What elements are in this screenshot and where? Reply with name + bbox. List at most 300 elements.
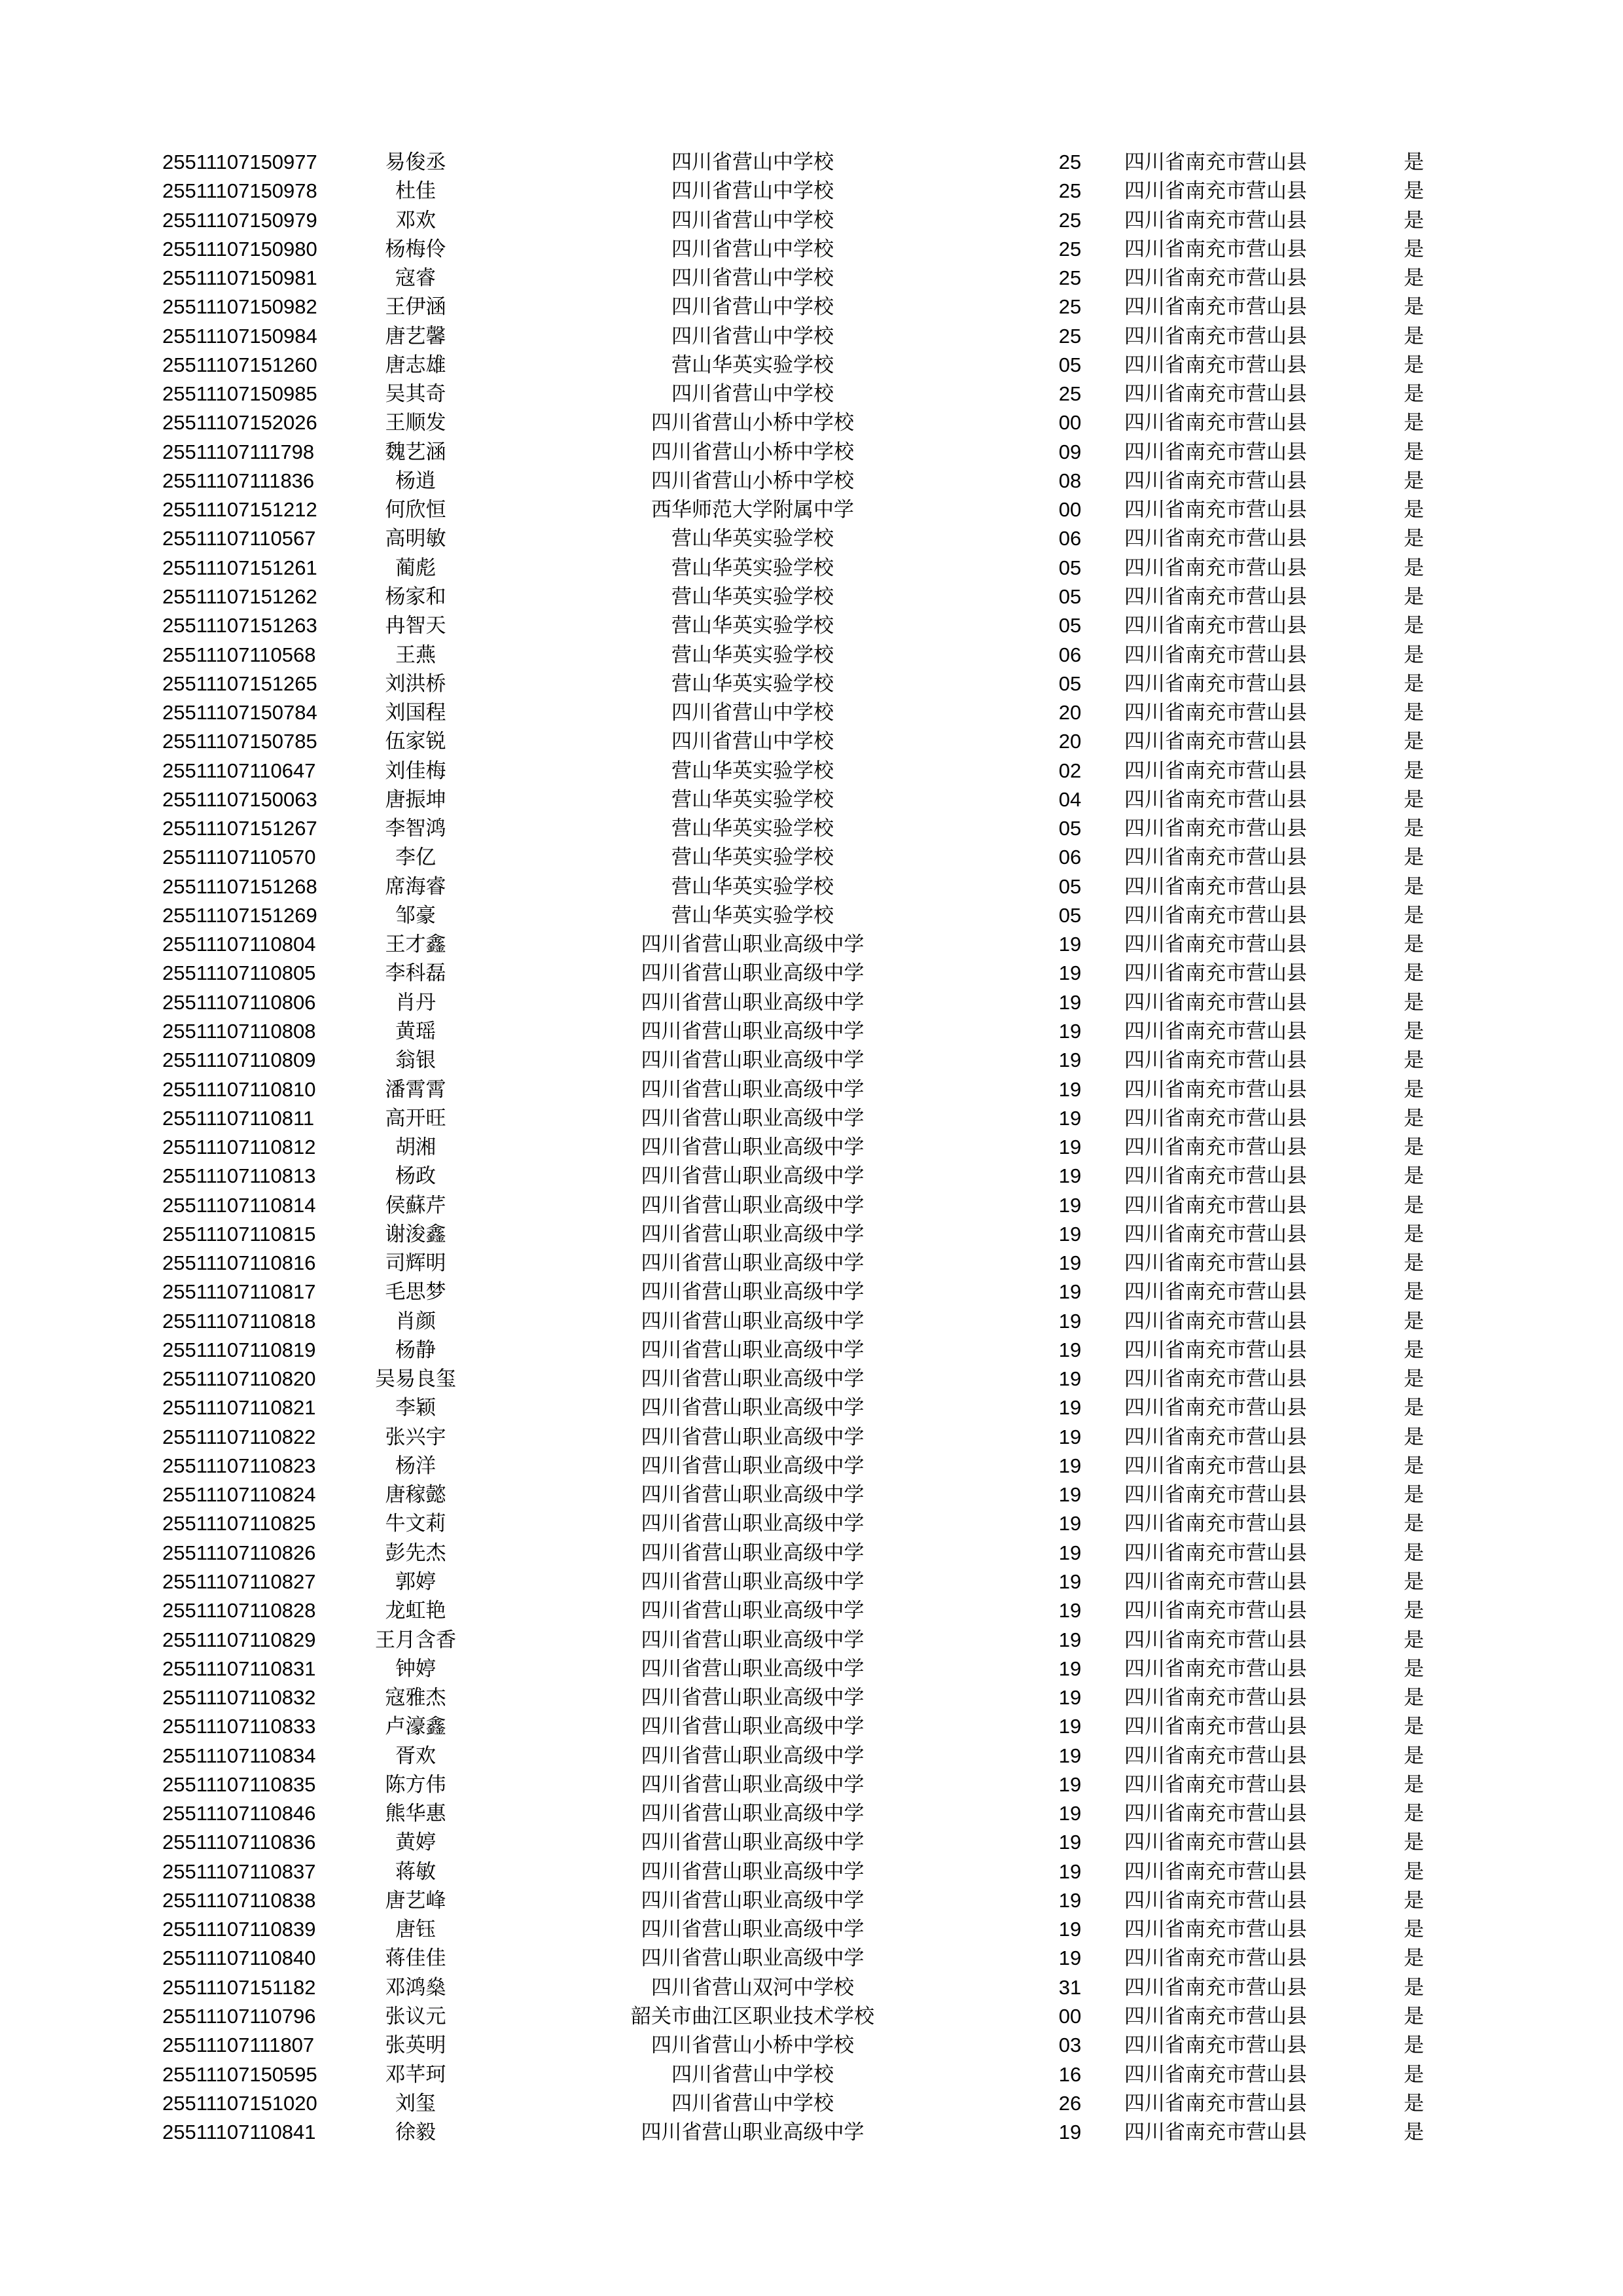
table-row bbox=[0, 1133, 1623, 1162]
student-id-cell: 25511107150595 bbox=[162, 2062, 317, 2086]
student-id-cell: 25511107110834 bbox=[162, 1744, 316, 1767]
class-code-cell: 02 bbox=[1058, 759, 1082, 782]
table-row bbox=[0, 757, 1623, 785]
student-name-cell: 刘国程 bbox=[385, 701, 446, 725]
status-flag-cell: 是 bbox=[1404, 1831, 1424, 1855]
class-code-cell: 05 bbox=[1058, 556, 1082, 579]
location-cell: 四川省南充市营山县 bbox=[1124, 1164, 1307, 1189]
location-cell: 四川省南充市营山县 bbox=[1124, 1309, 1307, 1333]
table-row bbox=[0, 611, 1623, 640]
class-code-cell: 19 bbox=[1058, 1222, 1082, 1246]
status-flag-cell: 是 bbox=[1404, 1106, 1424, 1130]
table-row bbox=[0, 583, 1623, 611]
school-name-cell: 四川省营山职业高级中学 bbox=[641, 1251, 865, 1276]
class-code-cell: 06 bbox=[1058, 527, 1082, 550]
table-row bbox=[0, 1191, 1623, 1220]
student-name-cell: 蒋佳佳 bbox=[385, 1946, 446, 1971]
location-cell: 四川省南充市营山县 bbox=[1124, 1946, 1307, 1971]
class-code-cell: 31 bbox=[1058, 1975, 1082, 1999]
table-row bbox=[0, 177, 1623, 206]
status-flag-cell: 是 bbox=[1404, 1222, 1424, 1246]
school-name-cell: 四川省营山中学校 bbox=[671, 701, 834, 725]
table-row bbox=[0, 1596, 1623, 1625]
location-cell: 四川省南充市营山县 bbox=[1124, 846, 1307, 870]
class-code-cell: 00 bbox=[1058, 411, 1082, 435]
class-code-cell: 05 bbox=[1058, 353, 1082, 376]
student-id-cell: 25511107151267 bbox=[162, 817, 317, 840]
school-name-cell: 四川省营山中学校 bbox=[671, 730, 834, 754]
student-name-cell: 冉智天 bbox=[385, 614, 446, 638]
student-name-cell: 翁银 bbox=[395, 1049, 436, 1073]
status-flag-cell: 是 bbox=[1404, 1918, 1424, 1942]
school-name-cell: 四川省营山职业高级中学 bbox=[641, 1512, 865, 1536]
table-row bbox=[0, 1539, 1623, 1568]
status-flag-cell: 是 bbox=[1404, 2121, 1424, 2145]
class-code-cell: 25 bbox=[1058, 151, 1082, 173]
status-flag-cell: 是 bbox=[1404, 1570, 1424, 1594]
status-flag-cell: 是 bbox=[1404, 1541, 1424, 1565]
class-code-cell: 04 bbox=[1058, 787, 1082, 811]
student-name-cell: 张议元 bbox=[385, 2005, 446, 2028]
student-id-cell: 25511107151020 bbox=[162, 2091, 317, 2115]
student-id-cell: 25511107150979 bbox=[162, 208, 317, 232]
location-cell: 四川省南充市营山县 bbox=[1124, 1367, 1307, 1391]
status-flag-cell: 是 bbox=[1404, 1338, 1424, 1362]
location-cell: 四川省南充市营山县 bbox=[1124, 730, 1307, 754]
location-cell: 四川省南充市营山县 bbox=[1124, 382, 1307, 406]
table-row bbox=[0, 1568, 1623, 1596]
class-code-cell: 19 bbox=[1058, 1280, 1082, 1304]
class-code-cell: 19 bbox=[1058, 1657, 1082, 1680]
class-code-cell: 25 bbox=[1058, 208, 1082, 232]
student-id-cell: 25511107110815 bbox=[162, 1222, 316, 1246]
school-name-cell: 四川省营山职业高级中学 bbox=[641, 1077, 865, 1102]
table-row bbox=[0, 1075, 1623, 1104]
student-id-cell: 25511107150985 bbox=[162, 382, 317, 406]
status-flag-cell: 是 bbox=[1404, 208, 1424, 232]
class-code-cell: 19 bbox=[1058, 1599, 1082, 1623]
table-row bbox=[0, 641, 1623, 670]
student-name-cell: 龙虹艳 bbox=[385, 1599, 446, 1623]
class-code-cell: 19 bbox=[1058, 1946, 1082, 1970]
student-id-cell: 25511107151262 bbox=[162, 584, 317, 608]
table-row bbox=[0, 1857, 1623, 1886]
student-name-cell: 唐稼懿 bbox=[385, 1483, 446, 1507]
student-name-cell: 伍家锐 bbox=[385, 730, 446, 754]
location-cell: 四川省南充市营山县 bbox=[1124, 1859, 1307, 1884]
class-code-cell: 06 bbox=[1058, 846, 1082, 869]
table-row bbox=[0, 988, 1623, 1017]
student-id-cell: 25511107111798 bbox=[162, 440, 315, 463]
class-code-cell: 19 bbox=[1058, 1309, 1082, 1333]
student-id-cell: 25511107110846 bbox=[162, 1802, 316, 1825]
location-cell: 四川省南充市营山县 bbox=[1124, 1019, 1307, 1043]
school-name-cell: 四川省营山职业高级中学 bbox=[641, 1831, 865, 1855]
student-name-cell: 肖颜 bbox=[395, 1309, 436, 1333]
school-name-cell: 营山华英实验学校 bbox=[671, 672, 834, 696]
class-code-cell: 19 bbox=[1058, 1715, 1082, 1738]
location-cell: 四川省南充市营山县 bbox=[1124, 179, 1307, 204]
student-id-cell: 25511107151260 bbox=[162, 353, 317, 376]
location-cell: 四川省南充市营山县 bbox=[1124, 1599, 1307, 1623]
student-id-cell: 25511107110813 bbox=[162, 1164, 316, 1188]
table-row bbox=[0, 1393, 1623, 1422]
school-name-cell: 四川省营山小桥中学校 bbox=[651, 2034, 854, 2058]
student-id-cell: 25511107110810 bbox=[162, 1077, 316, 1101]
location-cell: 四川省南充市营山县 bbox=[1124, 787, 1307, 812]
school-name-cell: 四川省营山职业高级中学 bbox=[641, 1946, 865, 1971]
school-name-cell: 营山华英实验学校 bbox=[671, 759, 834, 783]
status-flag-cell: 是 bbox=[1404, 1019, 1424, 1043]
school-name-cell: 四川省营山职业高级中学 bbox=[641, 933, 865, 957]
location-cell: 四川省南充市营山县 bbox=[1124, 1222, 1307, 1246]
location-cell: 四川省南充市营山县 bbox=[1124, 208, 1307, 232]
table-row bbox=[0, 380, 1623, 408]
status-flag-cell: 是 bbox=[1404, 759, 1424, 783]
student-id-cell: 25511107110832 bbox=[162, 1686, 316, 1710]
school-name-cell: 西华师范大学附属中学 bbox=[651, 498, 854, 522]
table-row bbox=[0, 1423, 1623, 1452]
school-name-cell: 四川省营山职业高级中学 bbox=[641, 1164, 865, 1189]
table-row bbox=[0, 1655, 1623, 1683]
location-cell: 四川省南充市营山县 bbox=[1124, 1657, 1307, 1681]
school-name-cell: 四川省营山中学校 bbox=[671, 179, 834, 204]
status-flag-cell: 是 bbox=[1404, 469, 1424, 493]
student-id-cell: 25511107111807 bbox=[162, 2034, 315, 2057]
school-name-cell: 四川省营山小桥中学校 bbox=[651, 440, 854, 464]
table-row bbox=[0, 554, 1623, 583]
student-id-cell: 25511107150063 bbox=[162, 787, 317, 811]
student-name-cell: 杨静 bbox=[395, 1338, 436, 1362]
student-id-cell: 25511107110568 bbox=[162, 643, 316, 666]
status-flag-cell: 是 bbox=[1404, 1077, 1424, 1102]
status-flag-cell: 是 bbox=[1404, 1686, 1424, 1710]
class-code-cell: 06 bbox=[1058, 643, 1082, 666]
location-cell: 四川省南充市营山县 bbox=[1124, 1049, 1307, 1073]
student-id-cell: 25511107110647 bbox=[162, 759, 316, 782]
student-id-cell: 25511107110820 bbox=[162, 1367, 316, 1391]
student-id-cell: 25511107111836 bbox=[162, 469, 315, 492]
table-row bbox=[0, 1944, 1623, 1973]
table-row bbox=[0, 1336, 1623, 1365]
student-name-cell: 张兴宇 bbox=[385, 1425, 446, 1449]
location-cell: 四川省南充市营山县 bbox=[1124, 411, 1307, 435]
school-name-cell: 四川省营山中学校 bbox=[671, 2062, 834, 2087]
school-name-cell: 营山华英实验学校 bbox=[671, 874, 834, 899]
class-code-cell: 05 bbox=[1058, 672, 1082, 695]
student-id-cell: 25511107110825 bbox=[162, 1512, 316, 1535]
student-name-cell: 彭先杰 bbox=[385, 1541, 446, 1565]
status-flag-cell: 是 bbox=[1404, 584, 1424, 609]
table-row bbox=[0, 930, 1623, 959]
student-id-cell: 25511107110822 bbox=[162, 1425, 316, 1448]
table-row bbox=[0, 206, 1623, 235]
school-name-cell: 四川省营山职业高级中学 bbox=[641, 1338, 865, 1362]
status-flag-cell: 是 bbox=[1404, 1309, 1424, 1333]
student-id-cell: 25511107150978 bbox=[162, 179, 317, 203]
location-cell: 四川省南充市营山县 bbox=[1124, 295, 1307, 319]
status-flag-cell: 是 bbox=[1404, 1772, 1424, 1797]
student-name-cell: 黄瑶 bbox=[395, 1019, 436, 1043]
table-row bbox=[0, 1162, 1623, 1191]
status-flag-cell: 是 bbox=[1404, 353, 1424, 377]
class-code-cell: 20 bbox=[1058, 730, 1082, 753]
student-id-cell: 25511107150982 bbox=[162, 295, 317, 319]
table-row bbox=[0, 1365, 1623, 1393]
location-cell: 四川省南充市营山县 bbox=[1124, 1831, 1307, 1855]
student-id-cell: 25511107110804 bbox=[162, 933, 316, 956]
class-code-cell: 19 bbox=[1058, 1396, 1082, 1420]
student-name-cell: 刘玺 bbox=[395, 2091, 436, 2115]
status-flag-cell: 是 bbox=[1404, 933, 1424, 957]
school-name-cell: 四川省营山职业高级中学 bbox=[641, 1599, 865, 1623]
student-name-cell: 王伊涵 bbox=[385, 295, 446, 319]
student-name-cell: 邓欢 bbox=[395, 208, 436, 232]
school-name-cell: 营山华英实验学校 bbox=[671, 614, 834, 638]
student-id-cell: 25511107110838 bbox=[162, 1888, 316, 1912]
class-code-cell: 00 bbox=[1058, 498, 1082, 522]
table-row bbox=[0, 843, 1623, 872]
school-name-cell: 四川省营山职业高级中学 bbox=[641, 1019, 865, 1043]
student-id-cell: 25511107150984 bbox=[162, 324, 317, 348]
student-id-cell: 25511107110837 bbox=[162, 1859, 316, 1883]
location-cell: 四川省南充市营山县 bbox=[1124, 1396, 1307, 1420]
table-row bbox=[0, 698, 1623, 727]
status-flag-cell: 是 bbox=[1404, 151, 1424, 174]
table-row bbox=[0, 1104, 1623, 1133]
student-id-cell: 25511107110827 bbox=[162, 1570, 316, 1594]
location-cell: 四川省南充市营山县 bbox=[1124, 903, 1307, 927]
status-flag-cell: 是 bbox=[1404, 643, 1424, 667]
student-id-cell: 25511107110567 bbox=[162, 527, 316, 550]
school-name-cell: 营山华英实验学校 bbox=[671, 643, 834, 667]
student-id-cell: 25511107150785 bbox=[162, 730, 317, 753]
location-cell: 四川省南充市营山县 bbox=[1124, 1541, 1307, 1565]
status-flag-cell: 是 bbox=[1404, 1512, 1424, 1536]
student-id-cell: 25511107110833 bbox=[162, 1715, 316, 1738]
student-name-cell: 唐钰 bbox=[395, 1918, 436, 1942]
location-cell: 四川省南充市营山县 bbox=[1124, 1077, 1307, 1102]
student-name-cell: 高明敏 bbox=[385, 527, 446, 551]
location-cell: 四川省南充市营山县 bbox=[1124, 1888, 1307, 1912]
location-cell: 四川省南充市营山县 bbox=[1124, 614, 1307, 638]
class-code-cell: 19 bbox=[1058, 1019, 1082, 1043]
table-row bbox=[0, 1712, 1623, 1741]
student-name-cell: 李颖 bbox=[395, 1396, 436, 1420]
class-code-cell: 19 bbox=[1058, 1628, 1082, 1651]
table-row bbox=[0, 727, 1623, 756]
class-code-cell: 05 bbox=[1058, 903, 1082, 927]
table-row bbox=[0, 1452, 1623, 1480]
student-id-cell: 25511107110817 bbox=[162, 1280, 316, 1304]
student-name-cell: 唐志雄 bbox=[385, 353, 446, 377]
student-name-cell: 胥欢 bbox=[395, 1744, 436, 1768]
class-code-cell: 19 bbox=[1058, 1338, 1082, 1361]
class-code-cell: 19 bbox=[1058, 1367, 1082, 1391]
status-flag-cell: 是 bbox=[1404, 382, 1424, 406]
student-name-cell: 杨政 bbox=[395, 1164, 436, 1189]
class-code-cell: 09 bbox=[1058, 440, 1082, 463]
class-code-cell: 03 bbox=[1058, 2034, 1082, 2057]
status-flag-cell: 是 bbox=[1404, 787, 1424, 812]
school-name-cell: 韶关市曲江区职业技术学校 bbox=[631, 2005, 874, 2028]
student-id-cell: 25511107151263 bbox=[162, 614, 317, 637]
student-name-cell: 蒋敏 bbox=[395, 1859, 436, 1884]
student-id-cell: 25511107151269 bbox=[162, 903, 317, 927]
student-id-cell: 25511107110841 bbox=[162, 2121, 316, 2144]
status-flag-cell: 是 bbox=[1404, 2005, 1424, 2028]
table-row bbox=[0, 1017, 1623, 1046]
class-code-cell: 25 bbox=[1058, 295, 1082, 319]
class-code-cell: 25 bbox=[1058, 179, 1082, 203]
school-name-cell: 四川省营山职业高级中学 bbox=[641, 1396, 865, 1420]
status-flag-cell: 是 bbox=[1404, 1744, 1424, 1768]
student-name-cell: 席海睿 bbox=[385, 874, 446, 899]
table-row bbox=[0, 2060, 1623, 2089]
table-row bbox=[0, 2031, 1623, 2060]
school-name-cell: 四川省营山中学校 bbox=[671, 266, 834, 291]
student-id-cell: 25511107110839 bbox=[162, 1918, 316, 1941]
status-flag-cell: 是 bbox=[1404, 266, 1424, 291]
student-id-cell: 25511107151212 bbox=[162, 498, 317, 522]
table-row bbox=[0, 1683, 1623, 1712]
location-cell: 四川省南充市营山县 bbox=[1124, 1136, 1307, 1160]
class-code-cell: 25 bbox=[1058, 266, 1082, 290]
student-id-cell: 25511107110811 bbox=[162, 1106, 315, 1130]
table-row bbox=[0, 1828, 1623, 1857]
location-cell: 四川省南充市营山县 bbox=[1124, 1802, 1307, 1826]
status-flag-cell: 是 bbox=[1404, 1280, 1424, 1304]
table-row bbox=[0, 351, 1623, 380]
school-name-cell: 营山华英实验学校 bbox=[671, 556, 834, 580]
student-id-cell: 25511107110836 bbox=[162, 1831, 316, 1854]
student-name-cell: 吴其奇 bbox=[385, 382, 446, 406]
student-name-cell: 李亿 bbox=[395, 846, 436, 870]
school-name-cell: 四川省营山职业高级中学 bbox=[641, 1367, 865, 1391]
table-row bbox=[0, 148, 1623, 177]
table-row bbox=[0, 1742, 1623, 1770]
student-id-cell: 25511107150977 bbox=[162, 151, 317, 173]
student-id-cell: 25511107110824 bbox=[162, 1483, 316, 1507]
school-name-cell: 四川省营山中学校 bbox=[671, 237, 834, 261]
status-flag-cell: 是 bbox=[1404, 527, 1424, 551]
school-name-cell: 四川省营山职业高级中学 bbox=[641, 1686, 865, 1710]
status-flag-cell: 是 bbox=[1404, 498, 1424, 522]
student-id-cell: 25511107110819 bbox=[162, 1338, 316, 1361]
class-code-cell: 19 bbox=[1058, 1425, 1082, 1448]
class-code-cell: 19 bbox=[1058, 1049, 1082, 1072]
student-id-cell: 25511107110831 bbox=[162, 1657, 316, 1680]
school-name-cell: 四川省营山职业高级中学 bbox=[641, 1483, 865, 1507]
school-name-cell: 四川省营山职业高级中学 bbox=[641, 961, 865, 986]
table-row bbox=[0, 1973, 1623, 2002]
school-name-cell: 四川省营山职业高级中学 bbox=[641, 1918, 865, 1942]
status-flag-cell: 是 bbox=[1404, 1802, 1424, 1826]
school-name-cell: 四川省营山中学校 bbox=[671, 151, 834, 174]
school-name-cell: 四川省营山职业高级中学 bbox=[641, 1309, 865, 1333]
school-name-cell: 四川省营山小桥中学校 bbox=[651, 411, 854, 435]
status-flag-cell: 是 bbox=[1404, 990, 1424, 1014]
table-row bbox=[0, 264, 1623, 293]
location-cell: 四川省南充市营山县 bbox=[1124, 469, 1307, 493]
status-flag-cell: 是 bbox=[1404, 1657, 1424, 1681]
status-flag-cell: 是 bbox=[1404, 817, 1424, 841]
class-code-cell: 19 bbox=[1058, 1888, 1082, 1912]
school-name-cell: 四川省营山职业高级中学 bbox=[641, 1715, 865, 1739]
location-cell: 四川省南充市营山县 bbox=[1124, 527, 1307, 551]
table-row bbox=[0, 408, 1623, 437]
location-cell: 四川省南充市营山县 bbox=[1124, 1280, 1307, 1304]
class-code-cell: 19 bbox=[1058, 1077, 1082, 1101]
class-code-cell: 00 bbox=[1058, 2005, 1082, 2028]
status-flag-cell: 是 bbox=[1404, 1599, 1424, 1623]
table-row bbox=[0, 1249, 1623, 1278]
location-cell: 四川省南充市营山县 bbox=[1124, 1772, 1307, 1797]
student-name-cell: 邓鸿燊 bbox=[385, 1975, 446, 2000]
status-flag-cell: 是 bbox=[1404, 1193, 1424, 1217]
status-flag-cell: 是 bbox=[1404, 701, 1424, 725]
school-name-cell: 四川省营山职业高级中学 bbox=[641, 1425, 865, 1449]
class-code-cell: 19 bbox=[1058, 1772, 1082, 1796]
student-name-cell: 寇雅杰 bbox=[385, 1686, 446, 1710]
table-row bbox=[0, 322, 1623, 351]
table-row bbox=[0, 670, 1623, 698]
table-row bbox=[0, 1480, 1623, 1509]
class-code-cell: 19 bbox=[1058, 1570, 1082, 1594]
student-id-cell: 25511107151265 bbox=[162, 672, 317, 695]
student-name-cell: 陈方伟 bbox=[385, 1772, 446, 1797]
class-code-cell: 08 bbox=[1058, 469, 1082, 492]
student-id-cell: 25511107110829 bbox=[162, 1628, 316, 1651]
student-id-cell: 25511107110826 bbox=[162, 1541, 316, 1564]
class-code-cell: 19 bbox=[1058, 1251, 1082, 1275]
school-name-cell: 四川省营山职业高级中学 bbox=[641, 1106, 865, 1130]
location-cell: 四川省南充市营山县 bbox=[1124, 1193, 1307, 1217]
location-cell: 四川省南充市营山县 bbox=[1124, 1483, 1307, 1507]
school-name-cell: 营山华英实验学校 bbox=[671, 903, 834, 927]
school-name-cell: 营山华英实验学校 bbox=[671, 846, 834, 870]
student-name-cell: 唐振坤 bbox=[385, 787, 446, 812]
status-flag-cell: 是 bbox=[1404, 730, 1424, 754]
student-name-cell: 唐艺峰 bbox=[385, 1888, 446, 1912]
school-name-cell: 四川省营山职业高级中学 bbox=[641, 1888, 865, 1912]
location-cell: 四川省南充市营山县 bbox=[1124, 874, 1307, 899]
class-code-cell: 19 bbox=[1058, 1859, 1082, 1883]
table-row bbox=[0, 1046, 1623, 1075]
student-id-cell: 25511107110570 bbox=[162, 846, 316, 869]
location-cell: 四川省南充市营山县 bbox=[1124, 2034, 1307, 2058]
table-row bbox=[0, 467, 1623, 495]
school-name-cell: 四川省营山职业高级中学 bbox=[641, 1454, 865, 1478]
status-flag-cell: 是 bbox=[1404, 1888, 1424, 1912]
school-name-cell: 四川省营山中学校 bbox=[671, 295, 834, 319]
class-code-cell: 05 bbox=[1058, 614, 1082, 637]
table-row bbox=[0, 1799, 1623, 1828]
school-name-cell: 四川省营山职业高级中学 bbox=[641, 1570, 865, 1594]
location-cell: 四川省南充市营山县 bbox=[1124, 324, 1307, 348]
class-code-cell: 19 bbox=[1058, 1164, 1082, 1188]
location-cell: 四川省南充市营山县 bbox=[1124, 498, 1307, 522]
student-id-cell: 25511107110818 bbox=[162, 1309, 316, 1333]
student-name-cell: 易俊丞 bbox=[385, 151, 446, 174]
location-cell: 四川省南充市营山县 bbox=[1124, 1425, 1307, 1449]
school-name-cell: 营山华英实验学校 bbox=[671, 527, 834, 551]
location-cell: 四川省南充市营山县 bbox=[1124, 556, 1307, 580]
status-flag-cell: 是 bbox=[1404, 556, 1424, 580]
table-row bbox=[0, 293, 1623, 321]
table-row bbox=[0, 1886, 1623, 1915]
class-code-cell: 05 bbox=[1058, 584, 1082, 608]
